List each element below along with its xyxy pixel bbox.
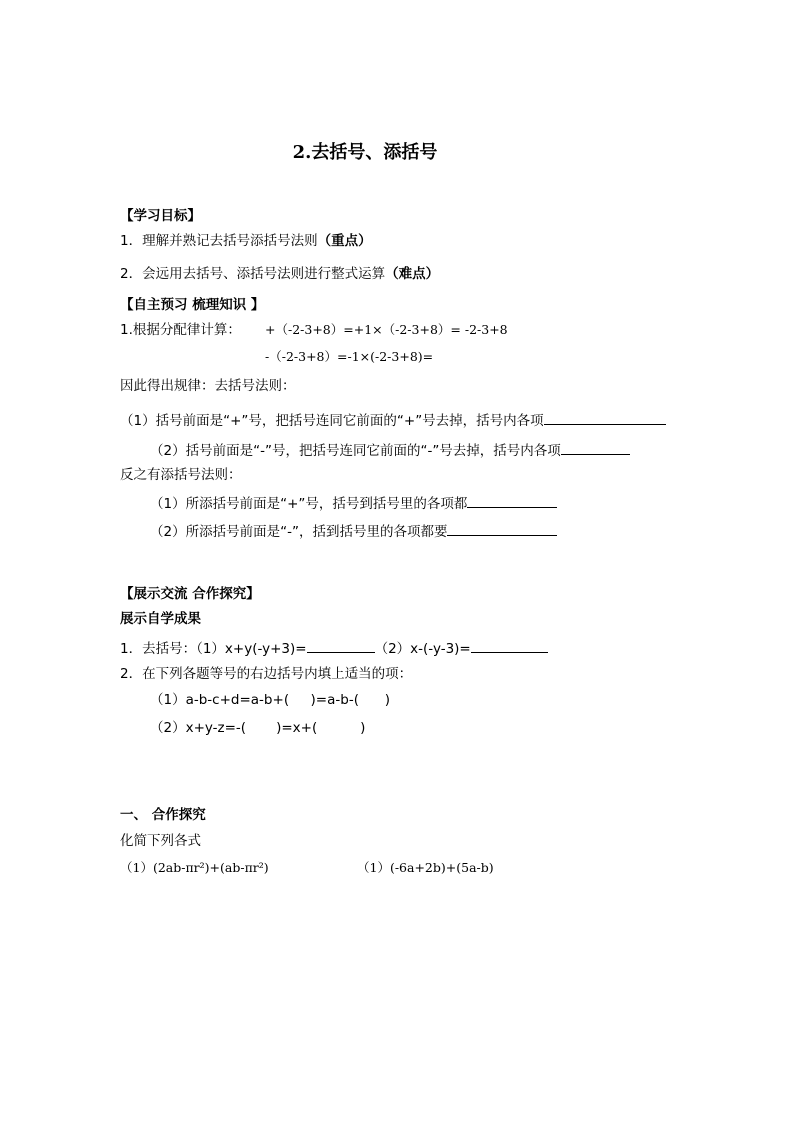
rule-2-blank[interactable]	[561, 440, 630, 455]
explore-instruction: 化简下列各式	[120, 833, 201, 849]
exchange-subheading: 展示自学成果	[120, 611, 201, 627]
add-rule-1-text: （1）所添括号前面是“+”号，括号到括号里的各项都	[150, 496, 468, 512]
goal-item-1	[120, 232, 372, 250]
add-rule-2	[150, 521, 557, 541]
question-1-blank-2[interactable]	[471, 638, 548, 653]
calc-line-1: +（-2-3+8）=+1×（-2-3+8）= -2-3+8	[265, 322, 508, 337]
rule-intro: 因此得出规律：去括号法则：	[120, 378, 296, 394]
goals-heading: 【学习目标】	[120, 208, 201, 224]
question-2a: （1）a-b-c+d=a-b+( )=a-b-( )	[150, 692, 390, 708]
rule-1-text: （1）括号前面是“+”号，把括号连同它前面的“+”号去掉，括号内各项	[120, 413, 544, 429]
exercise-2: （1）(-6a+2b)+(5a-b)	[357, 860, 494, 875]
goal-item-1-text: 1．理解并熟记去括号添括号法则	[120, 233, 318, 249]
page-title: 2.去括号、添括号	[292, 142, 438, 163]
explore-heading: 一、 合作探究	[120, 807, 206, 823]
question-2b: （2）x+y-z=-( )=x+( )	[150, 720, 366, 736]
rule-1-blank[interactable]	[544, 410, 666, 425]
question-1-part-2: （2）x-(-y-3)=	[374, 641, 471, 657]
add-intro: 反之有添括号法则：	[120, 467, 242, 483]
rule-1	[120, 410, 666, 430]
goal-item-1-tag: （重点）	[317, 233, 372, 249]
add-rule-1	[150, 493, 557, 513]
question-1	[120, 638, 548, 658]
goal-item-2-tag: （难点）	[385, 266, 440, 282]
goal-item-2	[120, 265, 439, 283]
preview-heading: 【自主预习 梳理知识 】	[120, 297, 265, 313]
calc-label: 1.根据分配律计算：	[120, 322, 241, 338]
exercise-1: （1）(2ab-πr²)+(ab-πr²)	[120, 860, 269, 875]
add-rule-2-blank[interactable]	[447, 521, 557, 536]
calc-line-2: -（-2-3+8）=-1×(-2-3+8)=	[265, 349, 434, 364]
question-1-blank-1[interactable]	[307, 638, 375, 653]
add-rule-1-blank[interactable]	[467, 493, 557, 508]
rule-2-text: （2）括号前面是“-”号，把括号连同它前面的“-”号去掉，括号内各项	[150, 443, 561, 459]
add-rule-2-text: （2）所添括号前面是“-”，括到括号里的各项都要	[150, 524, 448, 540]
rule-2	[150, 440, 630, 460]
goal-item-2-text: 2．会远用去括号、添括号法则进行整式运算	[120, 266, 386, 282]
question-2: 2．在下列各题等号的右边括号内填上适当的项：	[120, 666, 413, 682]
exchange-heading: 【展示交流 合作探究】	[120, 586, 260, 602]
question-1-part-1: 1．去括号：（1）x+y(-y+3)=	[120, 641, 307, 657]
